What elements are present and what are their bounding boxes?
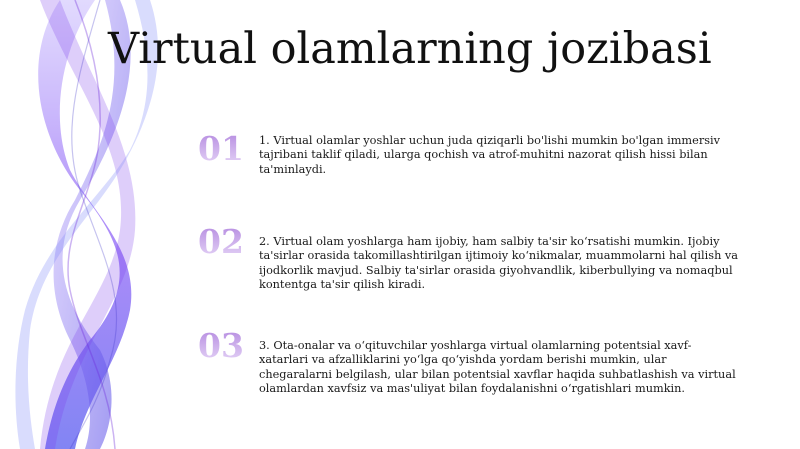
item-text-2: 2. Virtual olam yoshlarga ham ijobiy, ham salbiy ta'sir ko‘rsatishi mumkin. Ijobiy ta'sirlar orasida takomillashtirilgan ijtimoiy ko‘nikmalar, muammolarni hal qilish va ijodkorlik mavjud. Salbiy ta'sirlar orasida giyohvandlik, kiberbullying va nomaqbul kontentga ta'sir qilish kiradi. xyxy=(259,235,739,291)
item-number-3: 03 xyxy=(198,328,258,364)
item-number-2: 02 xyxy=(198,224,258,260)
item-number-1: 01 xyxy=(198,131,258,167)
item-text-3: 3. Ota-onalar va o‘qituvchilar yoshlarga virtual olamlarning potentsial xavf-xatarlari va afzalliklarini yo‘lga qo‘yishda yordam berishi mumkin, ular chegaralarni belgilash, ular bilan potentsial xavflar haqida suhbatlashish va virtual olamlardan xavfsiz va mas'uliyat bilan foydalanishni o‘rgatishlari mumkin. xyxy=(259,339,736,395)
item-text-1: 1. Virtual olamlar yoshlar uchun juda qiziqarli bo'lishi mumkin bo'lgan immersiv tajribani taklif qiladi, ularga qochish va atrof-muhitni nazorat qilish hissi bilan ta'minlaydi. xyxy=(259,134,721,176)
slide-title: Virtual olamlarning jozibasi xyxy=(108,24,712,74)
